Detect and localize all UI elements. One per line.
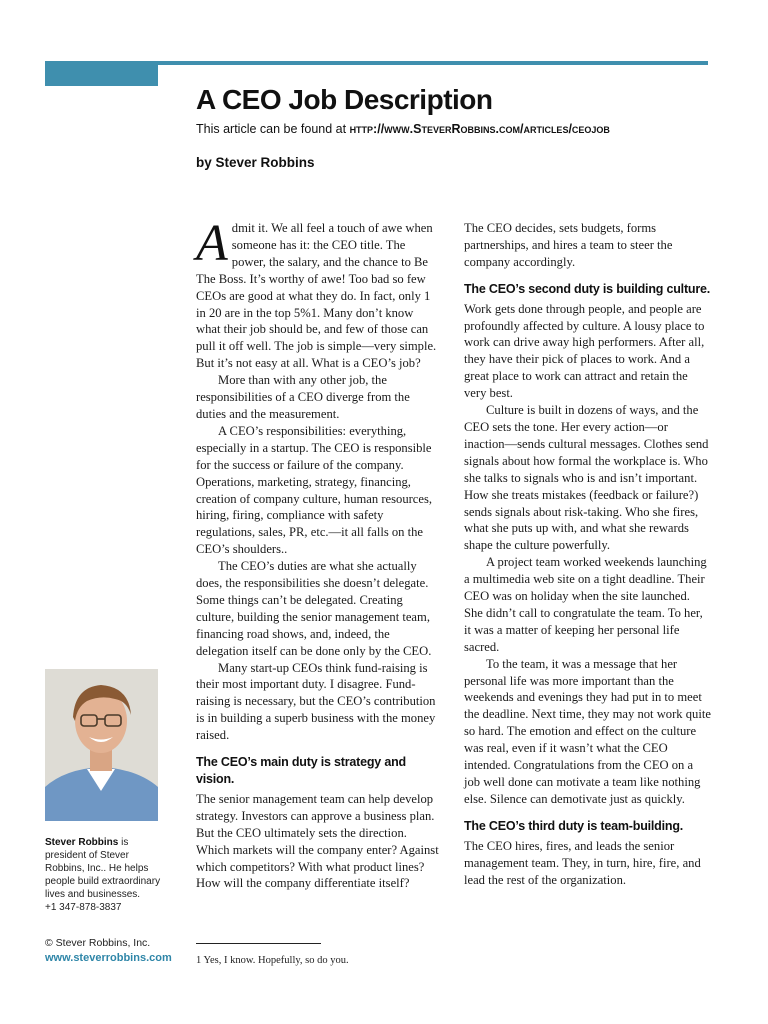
byline: by Stever Robbins <box>196 155 315 170</box>
paragraph: A CEO’s responsibilities: everything, especially in a startup. The CEO is responsible for the success or failure of the company. Operations, marketing, strategy, financing, creation of company culture, human resources, hiring, firing, compliance with safety regulations, sales, PR, etc.—it all falls on the CEO’s shoulders.. <box>196 423 433 557</box>
footnote-divider <box>196 943 321 944</box>
author-name: Stever Robbins <box>45 837 119 848</box>
paragraph: The senior management team can help develop strategy. Investors can approve a business plan. But the CEO ultimately sets the direction. Which markets will the company enter? Against which competitors? With what product lines? How will the company differentiate itself? <box>196 791 439 891</box>
section-heading-team: The CEO’s third duty is team-building. <box>464 818 684 833</box>
section-heading-strategy: The CEO’s main duty is strategy and vision. <box>196 755 406 786</box>
footnote: 1 Yes, I know. Hopefully, so do you. <box>196 955 349 966</box>
source-url-link[interactable]: http://www.SteverRobbins.com/articles/ceojob <box>349 122 610 136</box>
author-photo <box>45 669 158 821</box>
drop-cap: A <box>196 215 228 272</box>
article-source <box>196 122 610 136</box>
article-column-1 <box>196 215 440 892</box>
paragraph: The CEO hires, fires, and leads the senior management team. They, in turn, hire, fire, and lead the rest of the organization. <box>464 838 701 887</box>
page-title: A CEO Job Description <box>196 84 493 115</box>
article-column-2 <box>464 220 711 888</box>
paragraph: The CEO decides, sets budgets, forms partnerships, and hires a team to steer the company accordingly. <box>464 221 673 269</box>
paragraph: The CEO’s duties are what she actually does, the responsibilities she doesn’t delegate. Some things can’t be delegated. Creating culture, building the senior management team, financing road shows, and, indeed, the delegation itself can be done only by the CEO. <box>196 559 432 658</box>
website-link[interactable]: www.steverrobbins.com <box>45 952 172 964</box>
author-bio-text: is president of Stever Robbins, Inc.. He helps people build extraordinary lives and businesses. <box>45 837 161 900</box>
author-phone: +1 347-878-3837 <box>45 902 122 913</box>
paragraph: A project team worked weekends launching a multimedia web site on a tight deadline. Their CEO was on holiday when the site launched. She didn’t call to congratulate the team. To her, it was a matter of keeping her personal life sacred. <box>464 555 707 654</box>
section-heading-culture: The CEO’s second duty is building culture. <box>464 281 711 296</box>
paragraph: Many start-up CEOs think fund-raising is their most important duty. I disagree. Fund-raising is necessary, but the CEO’s contribution is in building a superb business with the money raised. <box>196 660 436 743</box>
intro-paragraph <box>196 215 440 372</box>
author-bio <box>45 836 163 914</box>
paragraph: To the team, it was a message that her personal life was more important than the weekends and evenings they had put in to meet the deadline. Next time, they may not work quite so hard. The emotion and effect on the culture was real, even if it wasn’t what the CEO intended. Congratulations from the CEO on a job well done can motivate a team like nothing else. Silence can demotivate just as quickly. <box>464 656 711 806</box>
header-rule <box>158 61 708 65</box>
header-accent-block <box>45 61 158 86</box>
paragraph: Work gets done through people, and people are profoundly affected by culture. A lousy place to work can drive away high performers. After all, they have their pick of places to work. And a great place to work can attract and retain the very best. <box>464 301 705 401</box>
paragraph: Culture is built in dozens of ways, and the CEO sets the tone. Her every action—or inaction—sends cultural messages. Clothes send signals about how formal the workplace is. Who she talks to signals who is and isn’t important. How she treats mistakes (feedback or failure?) sends signals about risk-taking. Who she fires, what she puts up with, and what she rewards shape the culture powerfully. <box>464 403 709 553</box>
intro-text: dmit it. We all feel a touch of awe when someone has it: the CEO title. The power, the salary, and the chance to Be The Boss. It’s worthy of awe! Too bad so few CEOs are good at what they do. In fact, only 1 in 20 are in the top 5%1. Many don’t know what their job should be, and few of those can pull it off well. The job is simple—very simple. But it’s not easy at all. What is a CEO’s job? <box>196 221 437 371</box>
paragraph: More than with any other job, the responsibilities of a CEO diverge from the duties and the measurement. <box>196 373 410 421</box>
copyright-notice: © Stever Robbins, Inc. <box>45 937 151 949</box>
source-label: This article can be found at <box>196 122 350 136</box>
author-portrait-icon <box>45 669 158 821</box>
